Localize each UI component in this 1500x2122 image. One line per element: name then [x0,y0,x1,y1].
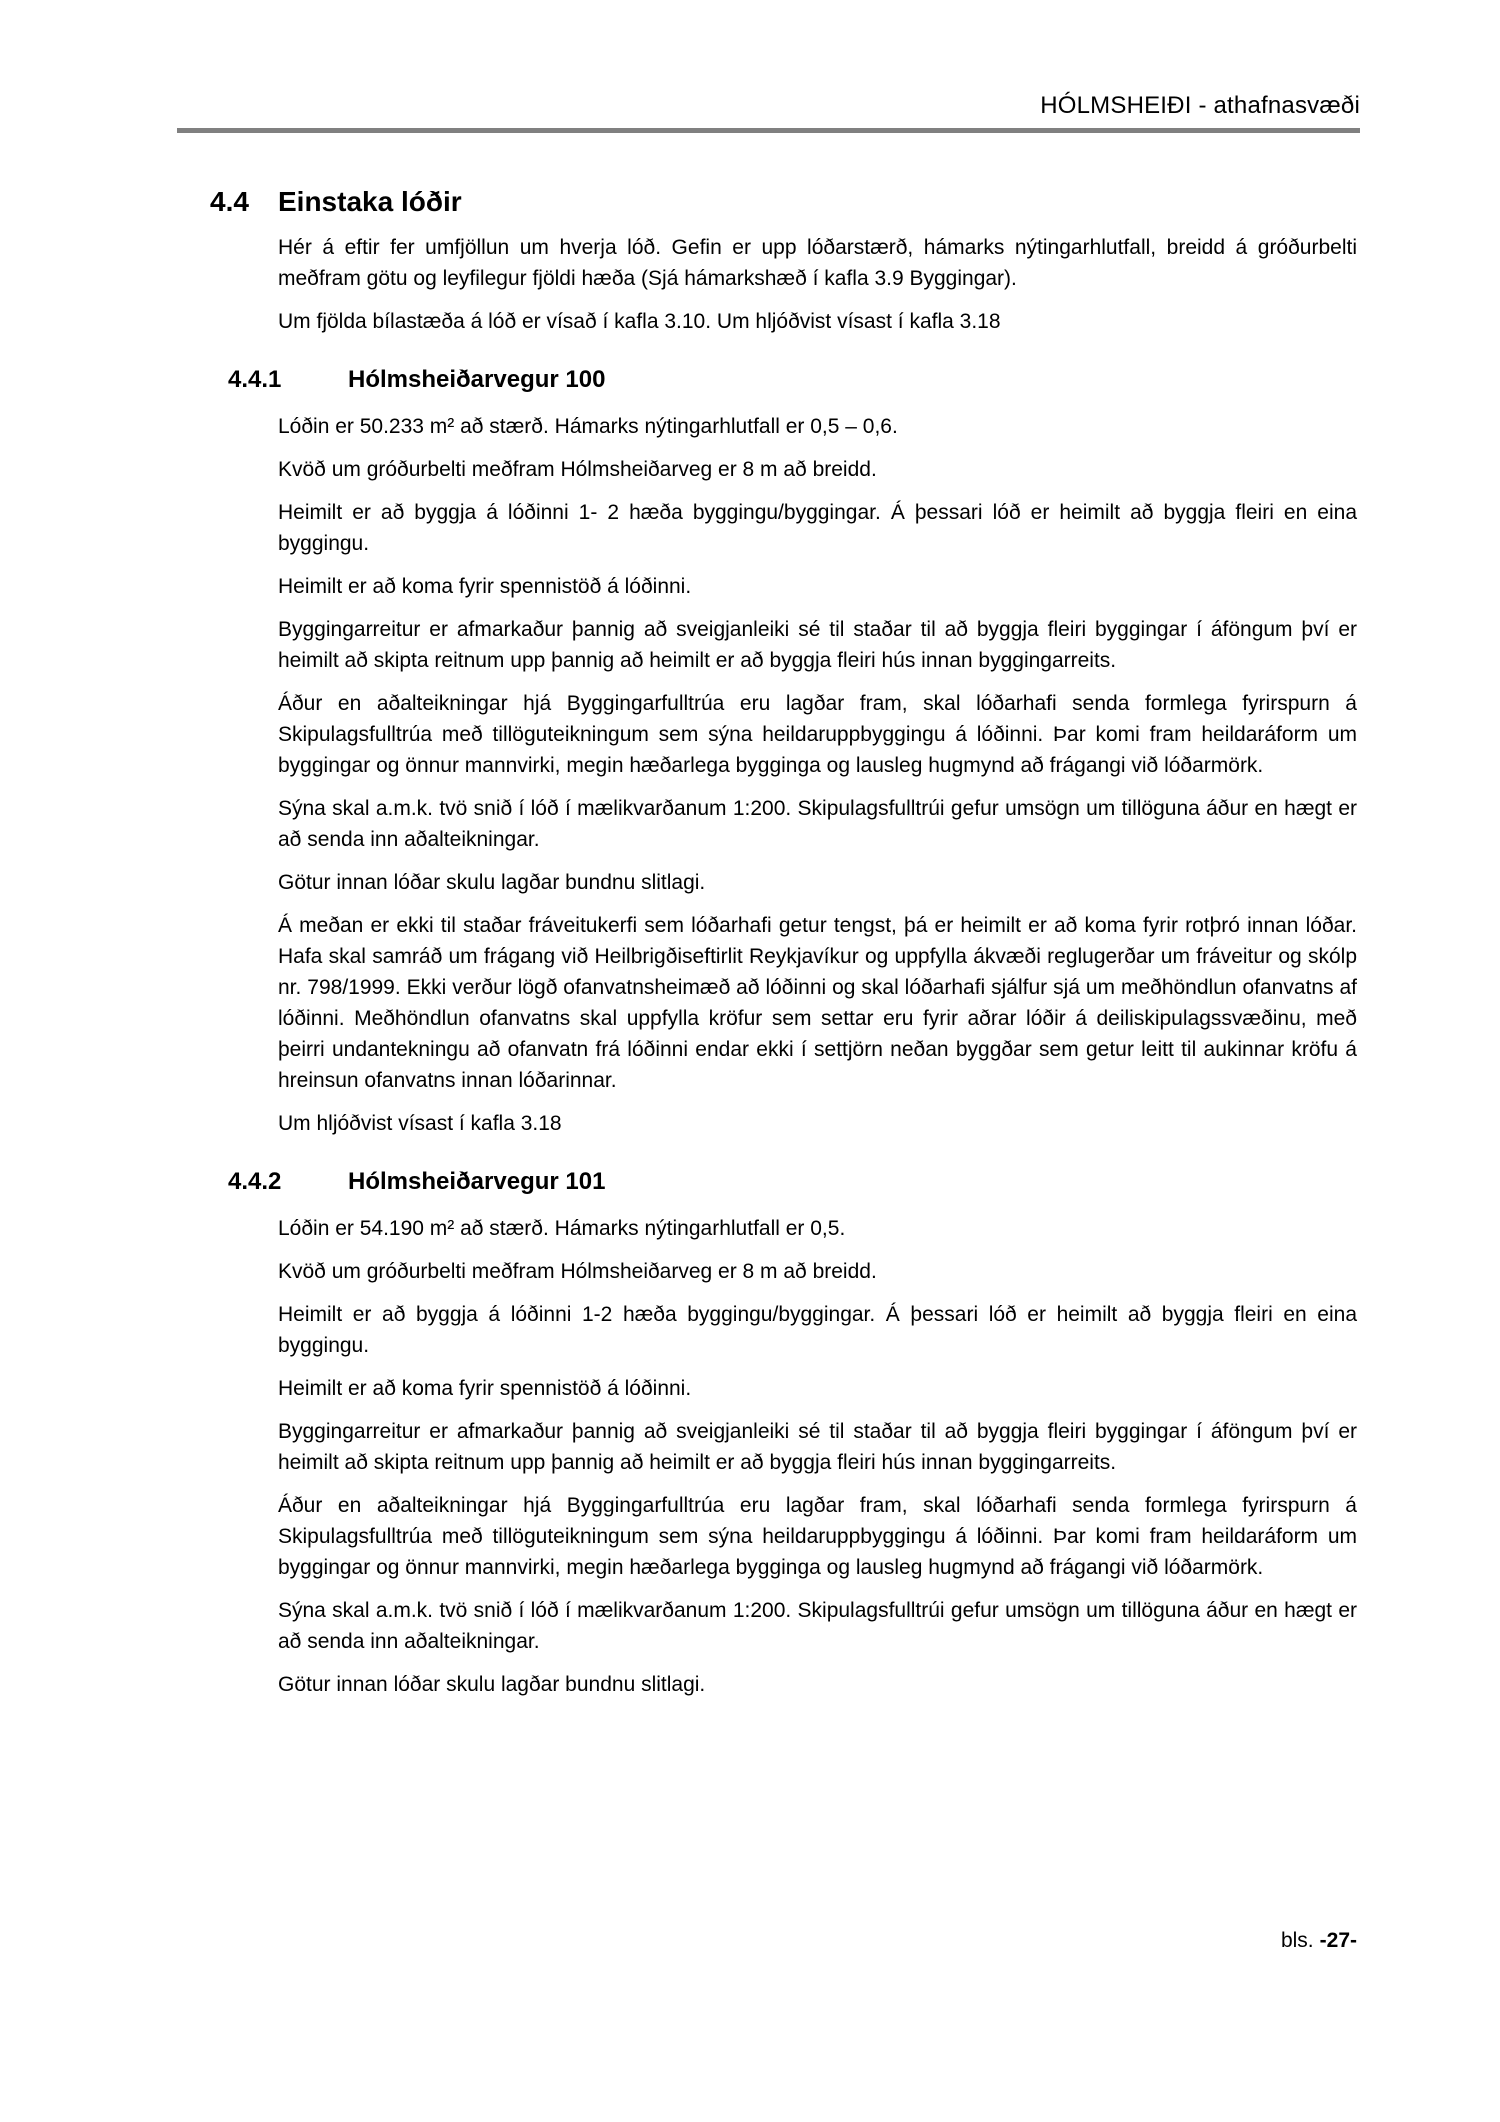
paragraph: Áður en aðalteikningar hjá Byggingarfulltrúa eru lagðar fram, skal lóðarhafi senda formlega fyrirspurn á Skipulagsfulltrúa með tillöguteikningum sem sýna heildaruppbyggingu á lóðinni. Þar komi fram heildaráform um byggingar og önnur mannvirki, megin hæðarlega bygginga og lausleg hugmynd að frágangi við lóðarmörk. [278,692,1357,777]
section-number: 4.4 [210,186,249,217]
paragraph: Heimilt er að koma fyrir spennistöð á lóðinni. [278,1377,692,1400]
section-heading [210,184,1357,220]
intro-paragraph-2: Um fjölda bílastæða á lóð er vísað í kafla 3.10. Um hljóðvist vísast í kafla 3.18 [278,310,1001,333]
paragraph: Götur innan lóðar skulu lagðar bundnu slitlagi. [278,1673,706,1696]
paragraph: Kvöð um gróðurbelti meðfram Hólmsheiðarveg er 8 m að breidd. [278,458,877,481]
paragraph: Kvöð um gróðurbelti meðfram Hólmsheiðarveg er 8 m að breidd. [278,1260,877,1283]
subsection-number-441: 4.4.1 [228,366,282,393]
paragraph: Byggingarreitur er afmarkaður þannig að sveigjanleiki sé til staðar til að byggja fleiri byggingar í áföngum því er heimilt að skipta reitnum upp þannig að heimilt er að byggja fleiri hús innan byggingarreits. [278,618,1357,672]
document-content [210,184,1357,1712]
paragraph: Byggingarreitur er afmarkaður þannig að sveigjanleiki sé til staðar til að byggja fleiri byggingar í áföngum því er heimilt að skipta reitnum upp þannig að heimilt er að byggja fleiri hús innan byggingarreits. [278,1420,1357,1474]
subsection-heading-441 [228,363,1357,397]
subsection-heading-442 [228,1165,1357,1199]
paragraph: Heimilt er að byggja á lóðinni 1-2 hæða byggingu/byggingar. Á þessari lóð er heimilt að byggja fleiri en eina byggingu. [278,1303,1357,1357]
paragraph: Um hljóðvist vísast í kafla 3.18 [278,1112,562,1135]
header-rule [177,128,1360,133]
page-footer [1281,1928,1357,1954]
subsection-title-441: Hólmsheiðarvegur 100 [348,366,606,393]
paragraph: Sýna skal a.m.k. tvö snið í lóð í mælikvarðanum 1:200. Skipulagsfulltrúi gefur umsögn um tillöguna áður en hægt er að senda inn aðalteikningar. [278,797,1357,851]
paragraph: Götur innan lóðar skulu lagðar bundnu slitlagi. [278,871,706,894]
footer-label: bls. [1280,1929,1314,1952]
section-title: Einstaka lóðir [278,186,462,217]
paragraph: Á meðan er ekki til staðar fráveitukerfi sem lóðarhafi getur tengst, þá er heimilt er að koma fyrir rotþró innan lóðar. Hafa skal samráð um frágang við Heilbrigðiseftirlit Reykjavíkur og uppfylla ákvæði reglugerðar um fráveitur og skólp nr. 798/1999. Ekki verður lögð ofanvatnsheimæð að lóðinni og skal lóðarhafi sjálfur sjá um meðhöndlun ofanvatns af lóðinni. Meðhöndlun ofanvatns skal uppfylla kröfur sem settar eru fyrir aðrar lóðir á deiliskipulagssvæðinu, með þeirri undantekningu að ofanvatn frá lóðinni endar ekki í settjörn neðan byggðar sem getur leitt til aukinnar kröfu á hreinsun ofanvatns innan lóðarinnar. [278,914,1357,1092]
header-title: HÓLMSHEIÐI - athafnasvæði [1040,92,1360,119]
paragraph: Lóðin er 50.233 m² að stærð. Hámarks nýtingarhlutfall er 0,5 – 0,6. [278,415,898,438]
subsection-title-442: Hólmsheiðarvegur 101 [348,1168,606,1195]
paragraph: Sýna skal a.m.k. tvö snið í lóð í mælikvarðanum 1:200. Skipulagsfulltrúi gefur umsögn um tillöguna áður en hægt er að senda inn aðalteikningar. [278,1599,1357,1653]
footer-page-number: -27- [1319,1929,1357,1952]
paragraph: Lóðin er 54.190 m² að stærð. Hámarks nýtingarhlutfall er 0,5. [278,1217,846,1240]
paragraph: Heimilt er að byggja á lóðinni 1- 2 hæða byggingu/byggingar. Á þessari lóð er heimilt að byggja fleiri en eina byggingu. [278,501,1357,555]
intro-paragraph-1: Hér á eftir fer umfjöllun um hverja lóð. Gefin er upp lóðarstærð, hámarks nýtingarhlutfall, breidd á gróðurbelti meðfram götu og leyfilegur fjöldi hæða (Sjá hámarkshæð í kafla 3.9 Byggingar). [278,236,1357,290]
paragraph: Áður en aðalteikningar hjá Byggingarfulltrúa eru lagðar fram, skal lóðarhafi senda formlega fyrirspurn á Skipulagsfulltrúa með tillöguteikningum sem sýna heildaruppbyggingu á lóðinni. Þar komi fram heildaráform um byggingar og önnur mannvirki, megin hæðarlega bygginga og lausleg hugmynd að frágangi við lóðarmörk. [278,1494,1357,1579]
subsection-number-442: 4.4.2 [228,1168,282,1195]
paragraph: Heimilt er að koma fyrir spennistöð á lóðinni. [278,575,692,598]
